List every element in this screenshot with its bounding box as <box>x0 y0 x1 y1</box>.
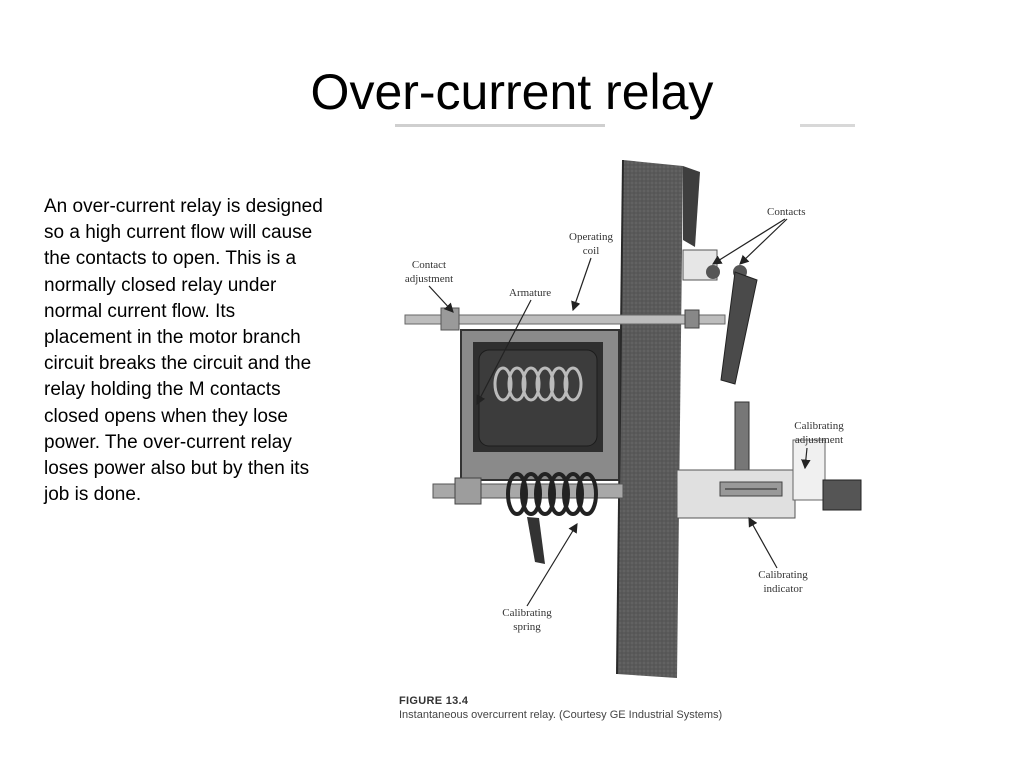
relay-illustration <box>395 122 865 682</box>
label-calibrating-indicator-line2: indicator <box>763 583 803 595</box>
label-calibrating-spring-line2: spring <box>513 621 541 633</box>
label-contact-adjustment-line1: Contact <box>411 259 447 271</box>
label-calibrating-indicator-line1: Calibrating <box>758 569 808 581</box>
label-calibrating-adjustment-line1: Calibrating <box>794 420 844 432</box>
label-armature: Armature <box>509 287 552 299</box>
calibrating-spring <box>508 474 596 564</box>
mounting-panel <box>617 160 700 678</box>
scan-artifact <box>800 124 855 127</box>
label-calibrating-spring-line1: Calibrating <box>502 607 552 619</box>
label-calibrating-adjustment-line2: adjustment <box>794 434 844 446</box>
calibrating-indicator-assembly <box>677 440 861 518</box>
slide-title: Over-current relay <box>310 64 714 120</box>
relay-figure <box>395 122 865 682</box>
label-operating-coil-line2: coil <box>582 245 600 257</box>
figure-caption-title: FIGURE 13.4 <box>399 695 469 707</box>
operating-coil <box>495 368 581 400</box>
figure-caption-text: Instantaneous overcurrent relay. (Courtesy GE Industrial Systems) <box>399 709 723 721</box>
scan-artifact <box>395 124 605 127</box>
body-text: An over-current relay is designed so a high current flow will cause the contacts to open. This is a normally closed relay under normal current flow. Its placement in the motor branch circuit breaks the circuit and the relay holding the M contacts closed opens when they lose power. The over-current relay loses power also but by then its job is done. <box>44 196 323 506</box>
label-contacts: Contacts <box>767 206 806 218</box>
coil-housing <box>461 330 619 480</box>
label-operating-coil-line1: Operating <box>569 231 613 243</box>
label-contact-adjustment-line2: adjustment <box>404 273 454 285</box>
